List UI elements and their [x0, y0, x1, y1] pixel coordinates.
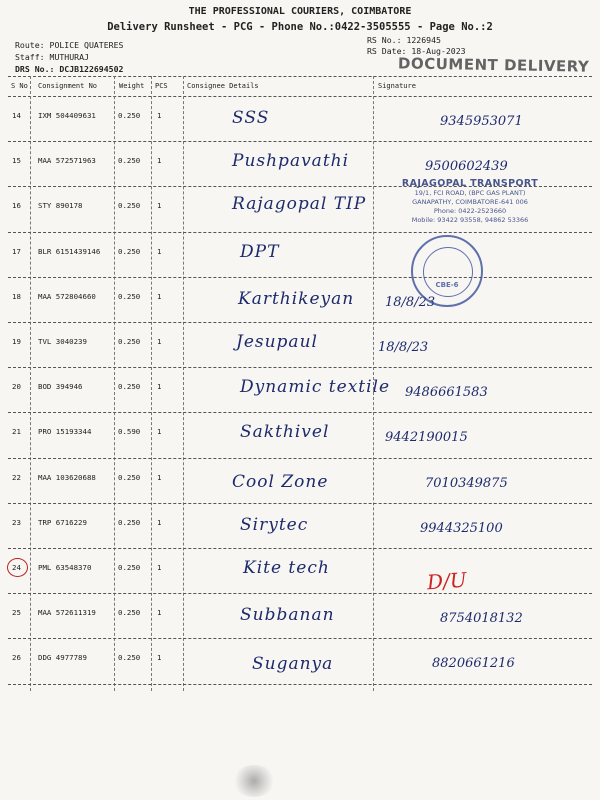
- row-rule: [8, 367, 592, 368]
- row-pcs: 1: [157, 246, 162, 256]
- row-rule: [8, 322, 592, 323]
- col-divider: [151, 76, 152, 691]
- row-rule: [8, 412, 592, 413]
- row-sno: 16: [12, 201, 21, 211]
- stamp-phone: Phone: 0422-2523660: [433, 207, 507, 215]
- row-signature: 7010349875: [425, 475, 508, 491]
- row-pcs: 1: [157, 291, 162, 301]
- row-signature: 9345953071: [440, 114, 523, 129]
- stamp-name: RAJAGOPAL TRANSPORT: [401, 178, 539, 189]
- col-divider: [114, 76, 115, 691]
- row-weight: 0.250: [118, 472, 141, 482]
- row-consignee: Rajagopal TIP: [232, 194, 367, 215]
- drs-label: DRS No.:: [15, 64, 55, 74]
- row-signature: 18/8/23: [385, 294, 436, 310]
- document-delivery-stamp: DOCUMENT DELIVERY: [397, 54, 590, 76]
- row-consignment-no: MAA 572804660: [38, 291, 96, 301]
- row-consignee: Pushpavathi: [232, 151, 350, 172]
- row-weight: 0.250: [118, 201, 141, 211]
- row-consignee: Kite tech: [243, 558, 330, 578]
- row-weight: 0.250: [118, 517, 141, 527]
- row-sno: 19: [12, 337, 21, 346]
- row-consignee: Jesupaul: [236, 332, 318, 352]
- row-weight: 0.590: [118, 427, 141, 437]
- row-signature: 8754018132: [440, 611, 523, 627]
- stamp-mobile: Mobile: 93422 93558, 94862 53366: [411, 216, 529, 224]
- row-weight: 0.250: [118, 653, 141, 663]
- row-rule: [8, 458, 592, 459]
- row-consignment-no: IXM 504409631: [38, 111, 96, 120]
- col-header-consignment: Consignment No: [38, 82, 98, 90]
- row-pcs: 1: [157, 653, 162, 663]
- row-weight: 0.250: [118, 608, 141, 618]
- drs-line: [15, 64, 123, 74]
- row-weight: 0.250: [118, 291, 141, 301]
- row-consignment-no: STY 890178: [38, 201, 83, 211]
- staff-value: MUTHURAJ: [49, 52, 89, 62]
- row-consignment-no: MAA 572571963: [38, 156, 96, 166]
- row-rule: [8, 503, 592, 504]
- seal-text: CBE-6: [435, 281, 459, 289]
- row-pcs: 1: [157, 111, 162, 120]
- rs-date-value: 18-Aug-2023: [411, 46, 466, 56]
- row-consignment-no: BLR 6151439146: [38, 246, 101, 256]
- row-consignee: SSS: [232, 108, 270, 128]
- row-weight: 0.250: [118, 246, 141, 256]
- row-consignment-no: BOD 394946: [38, 382, 83, 392]
- row-pcs: 1: [157, 337, 162, 346]
- route-value: POLICE QUATERES: [49, 40, 124, 50]
- row-pcs: 1: [157, 563, 162, 572]
- staff-line: [15, 52, 89, 62]
- row-weight: 0.250: [118, 382, 141, 392]
- row-rule: [8, 232, 592, 233]
- row-sno: 20: [12, 382, 21, 392]
- row-sno: 14: [12, 111, 21, 120]
- row-consignment-no: PML 63548370: [38, 563, 92, 572]
- rs-no-value: 1226945: [406, 35, 441, 45]
- row-rule: [8, 638, 592, 639]
- col-header-signature: Signature: [378, 82, 416, 90]
- row-rule: [8, 141, 592, 142]
- row-weight: 0.250: [118, 337, 141, 346]
- route-line: [15, 40, 123, 50]
- row-sno: 18: [12, 291, 21, 301]
- rs-date-label: RS Date:: [367, 46, 407, 56]
- row-consignee: Cool Zone: [232, 471, 329, 492]
- row-pcs: 1: [157, 156, 162, 166]
- row-sno: 25: [12, 608, 21, 618]
- stamp-address-1: 19/1, FCI ROAD, (BPC GAS PLANT): [414, 189, 526, 197]
- row-sno: 22: [12, 472, 21, 482]
- row-signature: 9442190015: [385, 430, 468, 446]
- staff-label: Staff:: [15, 52, 45, 62]
- drs-value: DCJB122694502: [59, 64, 124, 74]
- row-weight: 0.250: [118, 111, 141, 120]
- row-consignment-no: DDG 4977789: [38, 653, 87, 663]
- col-header-sno: S No: [11, 82, 28, 90]
- row-consignment-no: MAA 572611319: [38, 608, 96, 618]
- seal-inner-ring: [423, 247, 473, 297]
- row-pcs: 1: [157, 382, 162, 392]
- row-rule: [8, 277, 592, 278]
- row-rule: [8, 548, 592, 549]
- ink-smudge: [232, 765, 276, 797]
- company-title: THE PROFESSIONAL COURIERS, COIMBATORE: [188, 6, 412, 17]
- row-consignee: Subbanan: [240, 605, 335, 626]
- col-divider: [30, 76, 31, 691]
- col-header-pcs: PCS: [155, 82, 168, 90]
- row-sno: 26: [12, 653, 21, 663]
- row-pcs: 1: [157, 608, 162, 618]
- rajagopal-transport-stamp: [380, 178, 560, 225]
- row-consignment-no: TVL 3040239: [38, 337, 87, 346]
- row-consignee: Sirytec: [240, 514, 309, 535]
- row-sno: 21: [12, 427, 21, 437]
- row-rule: [8, 684, 592, 685]
- row-consignee: Suganya: [252, 654, 334, 675]
- runsheet-subtitle: Delivery Runsheet - PCG - Phone No.:0422-3505555 - Page No.:2: [107, 21, 493, 33]
- rs-no-label: RS No.:: [367, 35, 402, 45]
- row-pcs: 1: [157, 427, 162, 437]
- row-pcs: 1: [157, 472, 162, 482]
- row-24-red-circle: [7, 558, 28, 577]
- row-pcs: 1: [157, 201, 162, 211]
- route-label: Route:: [15, 40, 45, 50]
- row-sno: 17: [12, 246, 21, 256]
- col-header-consignee: Consignee Details: [187, 82, 259, 90]
- row-sno: 24: [12, 563, 21, 572]
- row-signature: 9486661583: [405, 385, 488, 401]
- row-weight: 0.250: [118, 563, 141, 572]
- col-header-weight: Weight: [119, 82, 145, 90]
- row-pcs: 1: [157, 517, 162, 527]
- row-signature: 18/8/23: [378, 340, 429, 355]
- row-consignee: DPT: [240, 241, 280, 262]
- col-divider: [183, 76, 184, 691]
- row-consignment-no: PRO 15193344: [38, 427, 92, 437]
- row-rule: [8, 593, 592, 594]
- table-top-rule: [8, 76, 592, 77]
- row-sno: 15: [12, 156, 21, 166]
- row-consignee: Karthikeyan: [238, 288, 355, 309]
- stamp-address-2: GANAPATHY, COIMBATORE-641 006: [412, 198, 528, 206]
- row-sno: 23: [12, 517, 21, 527]
- row-consignment-no: TRP 6716229: [38, 517, 87, 527]
- row-signature: 8820661216: [432, 656, 515, 672]
- row-24-du-mark: D/U: [426, 567, 468, 595]
- row-weight: 0.250: [118, 156, 141, 166]
- row-signature: 9944325100: [420, 520, 503, 536]
- table-header-rule: [8, 96, 592, 97]
- rs-no-line: [367, 35, 441, 45]
- row-consignment-no: MAA 103620688: [38, 472, 96, 482]
- row-consignee: Sakthivel: [240, 422, 330, 443]
- row-consignee: Dynamic textile: [240, 377, 391, 398]
- row-signature: 9500602439: [425, 159, 508, 175]
- round-seal: [411, 235, 483, 307]
